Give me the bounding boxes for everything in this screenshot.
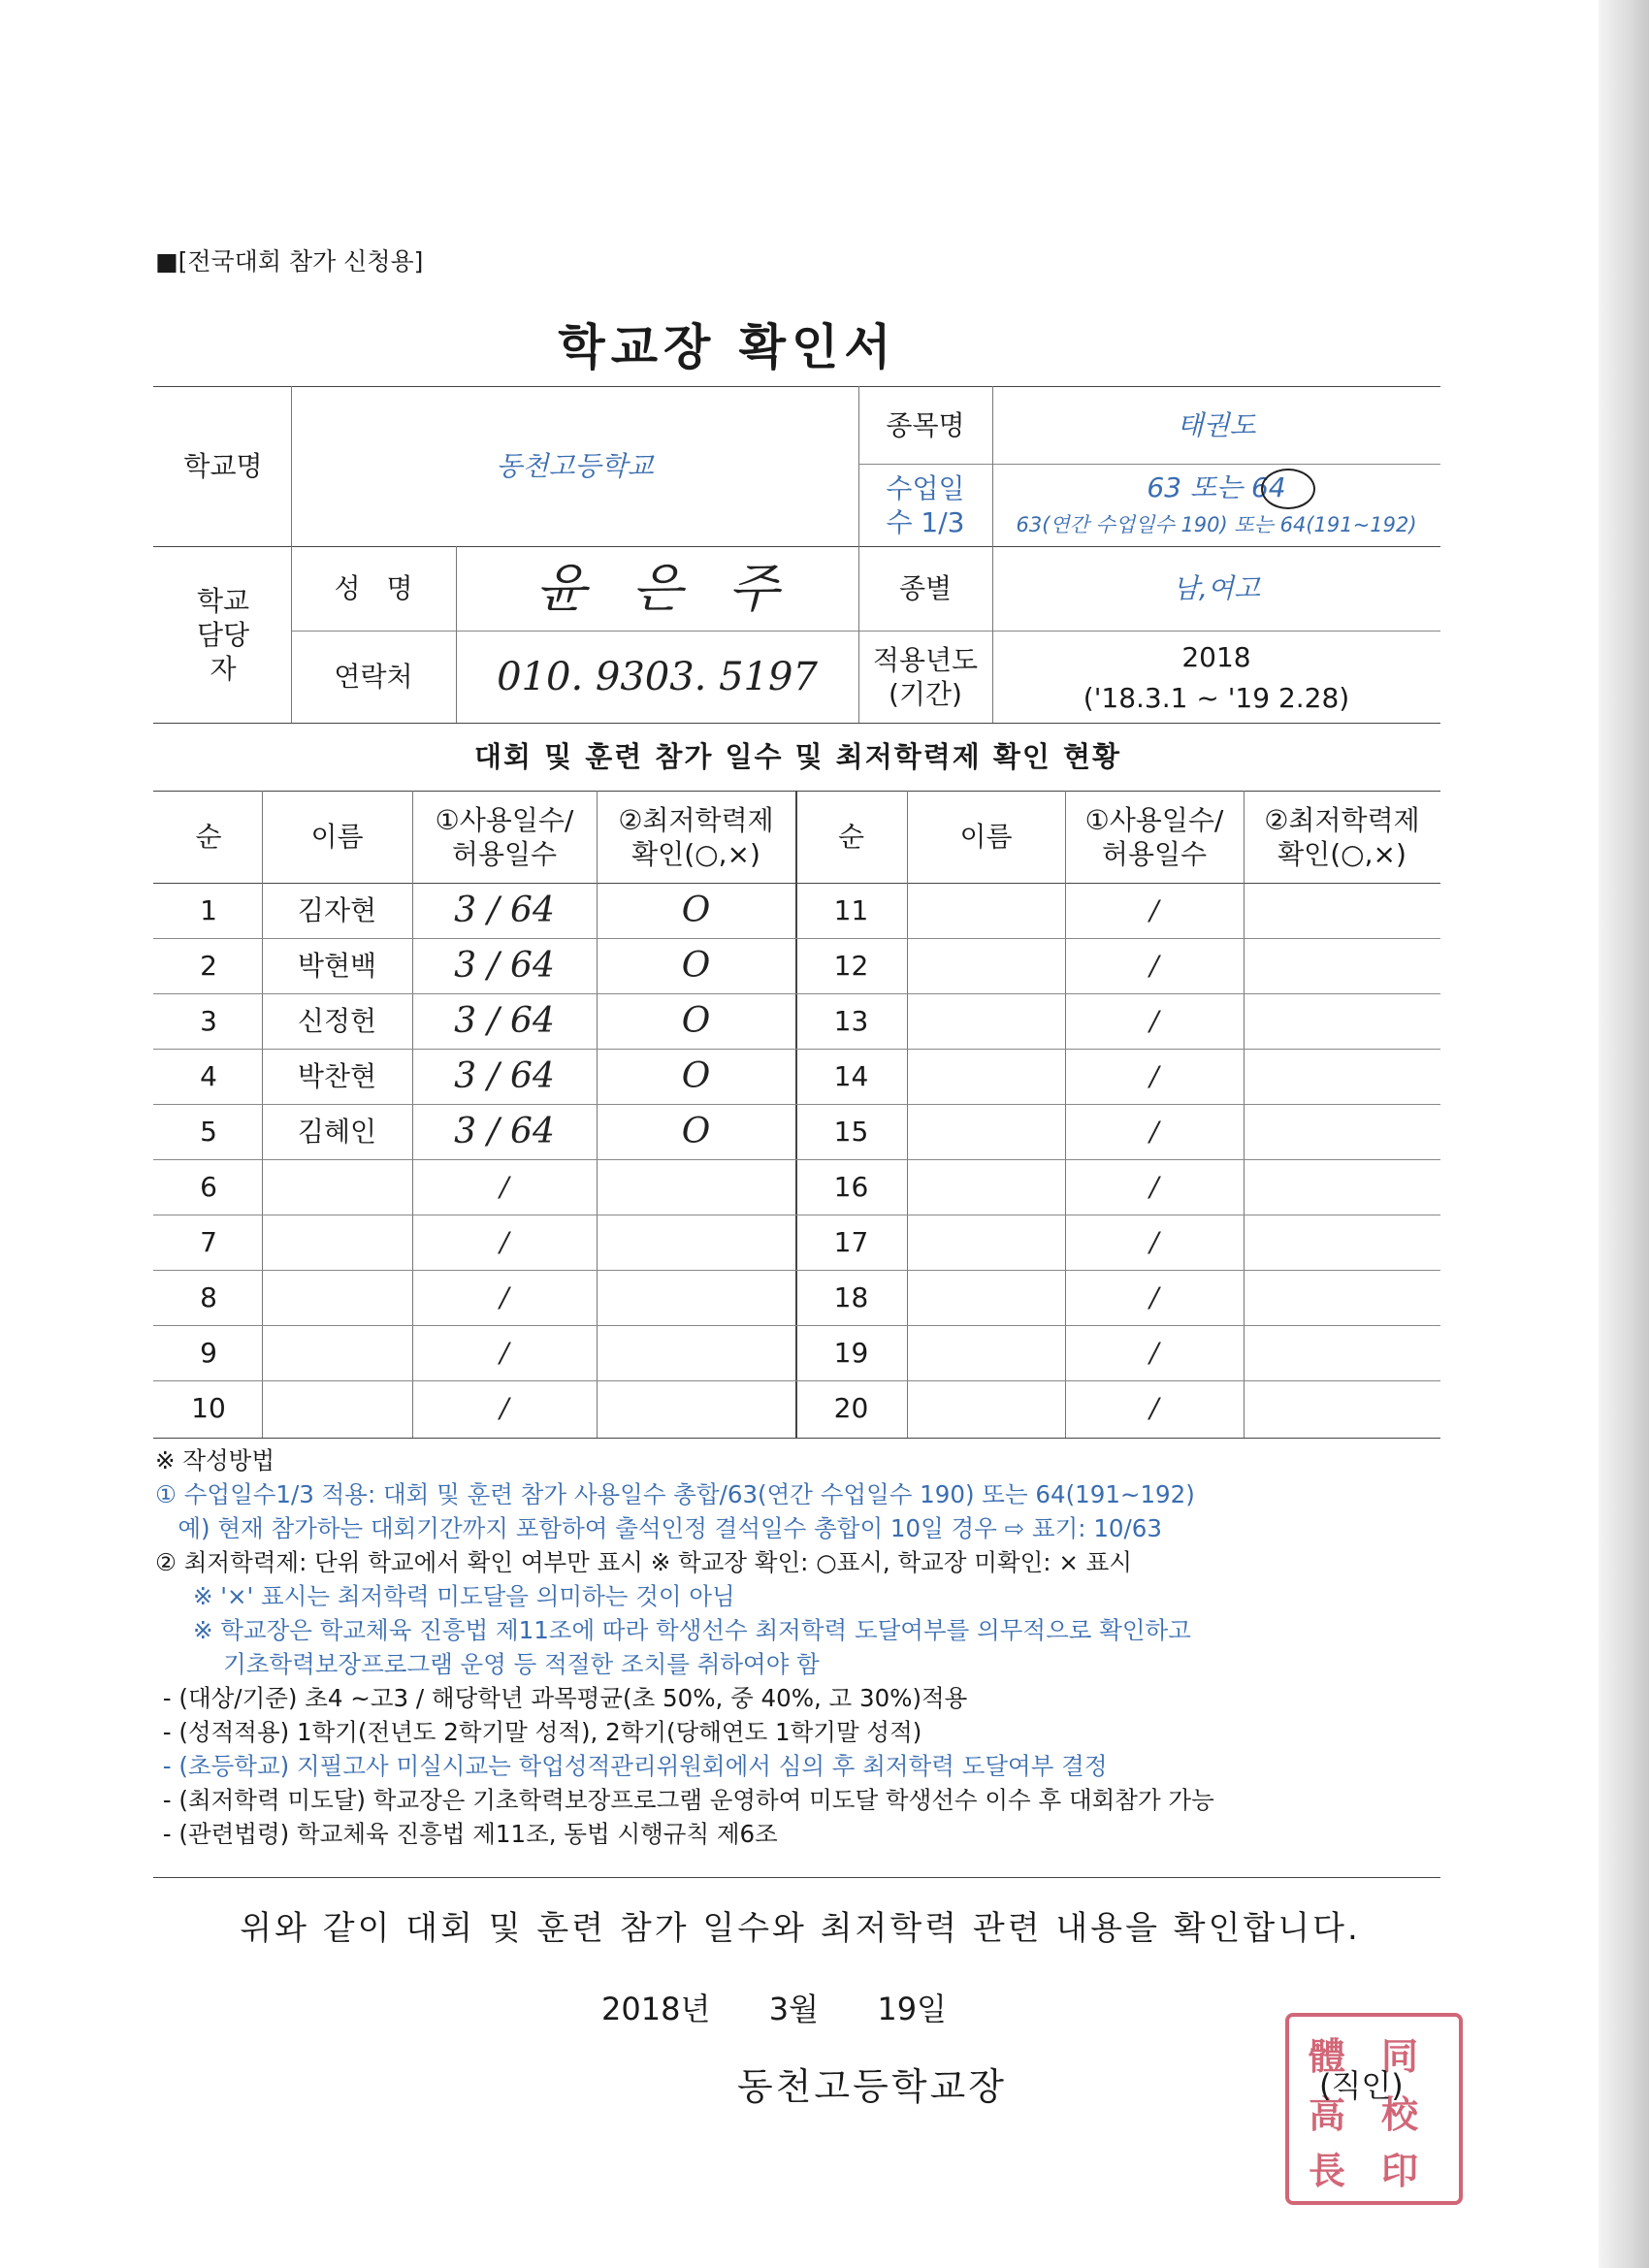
cell-days: / <box>1149 1116 1159 1148</box>
event-value: 태권도 <box>1177 408 1256 441</box>
note-line: - (대상/기준) 초4 ~고3 / 해당학년 과목평균(초 50%, 중 40%, 고 30%)적용 <box>155 1684 968 1712</box>
cell-no: 18 <box>833 1281 869 1313</box>
cell-check: O <box>681 946 711 986</box>
cell-check: O <box>681 1001 711 1041</box>
cell-check <box>1244 993 1440 1049</box>
cell-days: / <box>500 1281 509 1313</box>
cell-no: 1 <box>200 894 217 926</box>
cell-check <box>597 1380 795 1436</box>
cell-days: / <box>500 1171 509 1203</box>
cell-no: 11 <box>833 894 869 926</box>
signer: 동천고등학교장 <box>737 2065 1007 2108</box>
period-value: ('18.3.1 ~ '19 2.28) <box>1083 681 1350 714</box>
cell-days: / <box>1149 1392 1159 1424</box>
section-title: 대회 및 훈련 참가 일수 및 최저학력제 확인 현황 <box>473 740 1122 773</box>
cell-check <box>1244 1104 1440 1159</box>
cell-check: O <box>681 891 711 930</box>
paper-edge <box>1599 0 1649 2268</box>
note-line: ② 최저학력제: 단위 학교에서 확인 여부만 표시 ※ 학교장 확인: ○표시, 학교장 미확인: × 표시 <box>155 1548 1132 1576</box>
cell-no: 4 <box>200 1060 217 1092</box>
cell-days: / <box>1149 1226 1159 1258</box>
cell-name <box>907 1049 1065 1104</box>
cell-days: 3 / 64 <box>454 1112 555 1151</box>
instructions <box>155 1443 1445 1851</box>
note-line: - (최저학력 미도달) 학교장은 기초학력보장프로그램 운영하여 미도달 학생선수 이수 후 대회참가 가능 <box>155 1786 1214 1814</box>
cell-name <box>262 1215 412 1270</box>
cell-name <box>907 1270 1065 1325</box>
cell-days: / <box>500 1226 509 1258</box>
cell-check: O <box>681 1112 711 1151</box>
note-line: - (관련법령) 학교체육 진흥법 제11조, 동법 시행규칙 제6조 <box>155 1820 778 1848</box>
cell-name: 신정헌 <box>297 1005 377 1037</box>
category-value: 남,여고 <box>1172 572 1261 604</box>
cell-no: 14 <box>833 1060 869 1092</box>
school-value: 동천고등학교 <box>496 450 654 482</box>
cell-days: / <box>500 1392 509 1424</box>
date-month: 3월 <box>768 1991 819 2027</box>
school-seal: 體 同 高 校 長 印 <box>1285 2013 1463 2205</box>
cell-check <box>597 1215 795 1270</box>
cell-days: 3 / 64 <box>454 946 555 986</box>
cell-no: 20 <box>833 1392 869 1424</box>
days-value: 63 또는 64 <box>1147 470 1286 503</box>
cell-check <box>597 1325 795 1380</box>
cell-name <box>262 1380 412 1436</box>
cell-name: 박찬현 <box>297 1060 377 1092</box>
cell-days: / <box>1149 1337 1159 1369</box>
note-line: ※ '×' 표시는 최저학력 미도달을 의미하는 것이 아님 <box>155 1582 735 1610</box>
cell-check <box>1244 1325 1440 1380</box>
cell-no: 7 <box>200 1226 217 1258</box>
cell-check <box>1244 1159 1440 1215</box>
cell-name <box>907 938 1065 993</box>
cell-name <box>262 1270 412 1325</box>
cell-no: 2 <box>200 950 217 982</box>
cell-no: 10 <box>191 1392 226 1424</box>
cell-name <box>907 1104 1065 1159</box>
cell-check <box>1244 1380 1440 1436</box>
cell-no: 15 <box>833 1116 869 1148</box>
note-line: ※ 작성방법 <box>155 1446 275 1474</box>
note-line: ※ 학교장은 학교체육 진흥법 제11조에 따라 학생선수 최저학력 도달여부를 의무적으로 확인하고 <box>155 1616 1191 1644</box>
category-label: 종별 <box>898 572 953 604</box>
header-no-right: 순 <box>837 821 865 853</box>
cell-no: 13 <box>833 1005 869 1037</box>
cell-name: 박현백 <box>297 950 377 982</box>
year-label: 적용년도 (기간) <box>872 643 979 710</box>
cell-no: 12 <box>833 950 869 982</box>
page-title: 학교장 확인서 <box>558 319 897 375</box>
cell-no: 6 <box>200 1171 217 1203</box>
note-line: - (성적적용) 1학기(전년도 2학기말 성적), 2학기(당해연도 1학기말 성적) <box>155 1718 922 1746</box>
cell-no: 8 <box>200 1281 217 1313</box>
cell-name <box>907 1380 1065 1436</box>
name-label: 성 명 <box>334 572 413 604</box>
header-name: 이름 <box>310 821 364 853</box>
confirm-statement: 위와 같이 대회 및 훈련 참가 일수와 최저학력 관련 내용을 확인합니다. <box>240 1909 1361 1948</box>
cell-days: 3 / 64 <box>454 891 555 930</box>
cell-name <box>262 1159 412 1215</box>
staff-label: 학교 담당자 <box>196 584 250 685</box>
days-label: 수업일수 1/3 <box>886 471 965 538</box>
name-value: 윤 은 주 <box>535 557 779 619</box>
date-year: 2018년 <box>601 1991 711 2027</box>
note-line: ① 수업일수1/3 적용: 대회 및 훈련 참가 사용일수 총합/63(연간 수업일수 190) 또는 64(191~192) <box>155 1480 1195 1508</box>
cell-no: 5 <box>200 1116 217 1148</box>
header-check-right: ②최저학력제 확인(○,×) <box>1264 803 1420 870</box>
form-tag: ■[전국대회 참가 신청용] <box>155 247 424 275</box>
cell-check <box>1244 1049 1440 1104</box>
cell-days: 3 / 64 <box>454 1056 555 1096</box>
cell-name <box>907 1325 1065 1380</box>
cell-name: 김혜인 <box>297 1116 377 1148</box>
cell-days: / <box>500 1337 509 1369</box>
note-line: - (초등학교) 지필고사 미실시교는 학업성적관리위원회에서 심의 후 최저학력 도달여부 결정 <box>155 1752 1108 1780</box>
year-value: 2018 <box>1181 640 1251 673</box>
cell-days: / <box>1149 1005 1159 1037</box>
contact-value: 010. 9303. 5197 <box>497 654 818 699</box>
cell-name <box>907 993 1065 1049</box>
cell-no: 16 <box>833 1171 869 1203</box>
cell-name <box>907 883 1065 938</box>
cell-days: / <box>1149 1281 1159 1313</box>
date-day: 19일 <box>877 1991 947 2027</box>
cell-no: 3 <box>200 1005 217 1037</box>
cell-check <box>1244 1270 1440 1325</box>
cell-check <box>597 1270 795 1325</box>
cell-check: O <box>681 1056 711 1096</box>
days-note: 63(연간 수업일수 190) 또는 64(191~192) <box>1016 512 1417 536</box>
cell-check <box>1244 1215 1440 1270</box>
contact-label: 연락처 <box>334 661 413 693</box>
header-no: 순 <box>195 821 222 853</box>
header-days-right: ①사용일수/ 허용일수 <box>1084 803 1224 870</box>
issue-date <box>601 1985 947 2029</box>
cell-name: 김자현 <box>297 894 377 926</box>
note-line: 예) 현재 참가하는 대회기간까지 포함하여 출석인정 결석일수 총합이 10일 경우 ⇨ 표기: 10/63 <box>155 1514 1162 1542</box>
cell-days: / <box>1149 1060 1159 1092</box>
cell-check <box>1244 938 1440 993</box>
cell-days: / <box>1149 950 1159 982</box>
cell-days: 3 / 64 <box>454 1001 555 1041</box>
cell-check <box>597 1159 795 1215</box>
event-label: 종목명 <box>886 408 965 441</box>
note-line: 기초학력보장프로그램 운영 등 적절한 조치를 취하여야 함 <box>155 1650 820 1678</box>
cell-no: 9 <box>200 1337 217 1369</box>
school-label: 학교명 <box>183 450 263 482</box>
cell-days: / <box>1149 1171 1159 1203</box>
header-check: ②최저학력제 확인(○,×) <box>618 803 774 870</box>
header-name-right: 이름 <box>959 821 1013 853</box>
cell-name <box>907 1215 1065 1270</box>
circle-mark <box>1261 469 1315 509</box>
cell-check <box>1244 883 1440 938</box>
header-days: ①사용일수/ 허용일수 <box>435 803 574 870</box>
cell-name <box>907 1159 1065 1215</box>
seal-label: (직인) <box>1319 2067 1404 2104</box>
cell-no: 19 <box>833 1337 869 1369</box>
cell-name <box>262 1325 412 1380</box>
cell-days: / <box>1149 894 1159 926</box>
cell-no: 17 <box>833 1226 869 1258</box>
